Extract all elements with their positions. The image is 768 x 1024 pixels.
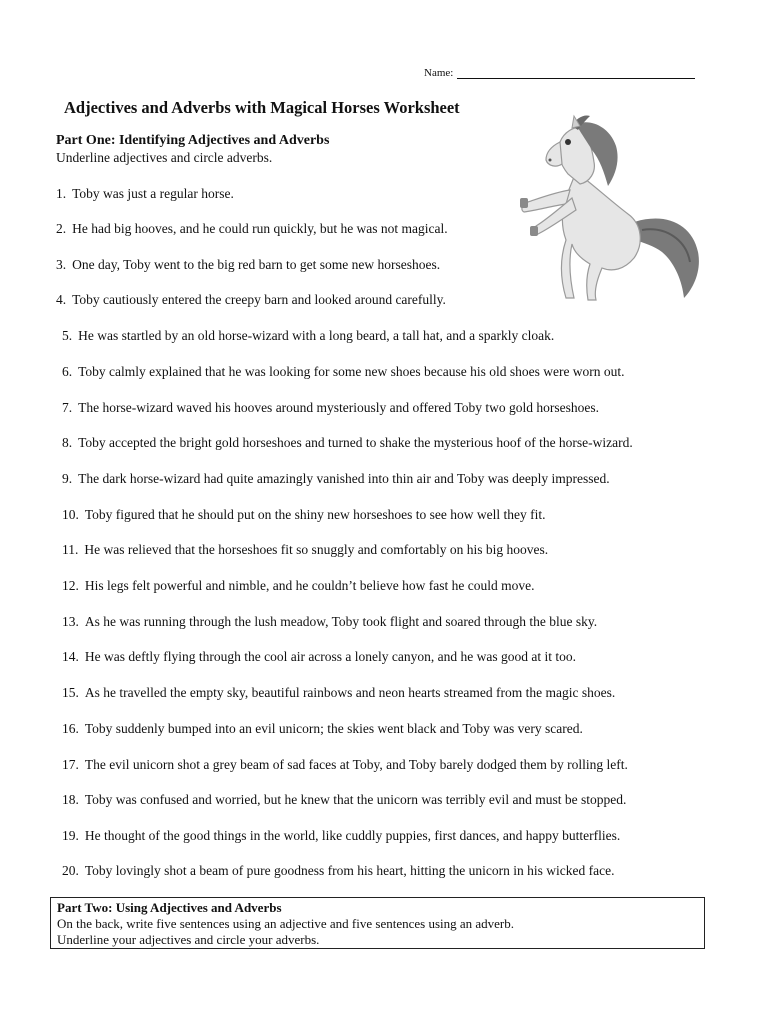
item-sentence: As he was running through the lush meadow, Toby took flight and soared through the blue sky. [84,614,598,629]
list-item [62,685,615,701]
item-sentence: Toby figured that he should put on the shiny new horseshoes to see how well they fit. [84,507,546,522]
item-sentence: As he travelled the empty sky, beautiful rainbows and neon hearts streamed from the magic shoes. [84,685,616,700]
item-number: 3. [56,257,67,272]
list-item [62,400,599,416]
name-blank-line[interactable] [457,66,695,79]
part-two-heading: Part Two: Using Adjectives and Adverbs [57,900,282,915]
part-two-instruction-1: On the back, write five sentences using an adjective and five sentences using an adverb. [57,916,514,931]
list-item [62,435,633,451]
item-sentence: He was relieved that the horseshoes fit so snuggly and comfortably on his big hooves. [84,542,549,557]
item-sentence: One day, Toby went to the big red barn to get some new horseshoes. [72,257,441,272]
list-item [62,649,576,665]
list-item [56,221,448,237]
item-sentence: Toby accepted the bright gold horseshoes and turned to shake the mysterious hoof of the horse-wizard. [78,435,633,450]
item-number: 16. [62,721,79,736]
item-sentence: Toby lovingly shot a beam of pure goodness from his heart, hitting the unicorn in his wicked face. [84,863,615,878]
part-one-instruction: Underline adjectives and circle adverbs. [56,150,273,165]
list-item [62,828,620,844]
item-number: 17. [62,757,79,772]
list-item [56,186,234,202]
item-sentence: He was deftly flying through the cool air across a lonely canyon, and he was good at it too. [84,649,576,664]
item-number: 5. [62,328,73,343]
item-number: 15. [62,685,79,700]
list-item [62,364,625,380]
item-number: 2. [56,221,67,236]
item-sentence: The dark horse-wizard had quite amazingly vanished into thin air and Toby was deeply impressed. [78,471,610,486]
list-item [62,542,548,558]
name-field[interactable] [424,66,695,79]
item-sentence: He thought of the good things in the world, like cuddly puppies, first dances, and happy butterflies. [84,828,621,843]
item-number: 20. [62,863,79,878]
item-number: 7. [62,400,73,415]
list-item [56,257,440,273]
name-label: Name: [424,67,454,79]
part-one-heading: Part One: Identifying Adjectives and Adverbs [56,133,330,148]
item-number: 12. [62,578,79,593]
item-number: 4. [56,292,67,307]
item-sentence: The evil unicorn shot a grey beam of sad faces at Toby, and Toby barely dodged them by rolling left. [84,757,628,772]
item-number: 13. [62,614,79,629]
list-item [62,721,583,737]
item-number: 9. [62,471,73,486]
item-number: 1. [56,186,67,201]
list-item [62,614,597,630]
item-sentence: Toby calmly explained that he was looking for some new shoes because his old shoes were worn out. [78,364,625,379]
item-sentence: Toby was confused and worried, but he knew that the unicorn was terribly evil and must be stopped. [84,792,627,807]
rearing-horse-illustration [516,112,702,302]
list-item [62,792,626,808]
list-item [62,471,610,487]
list-item [62,507,545,523]
list-item [62,757,628,773]
item-sentence: Toby was just a regular horse. [72,186,234,201]
item-number: 10. [62,507,79,522]
list-item [62,328,554,344]
list-item [62,578,535,594]
item-number: 19. [62,828,79,843]
item-number: 18. [62,792,79,807]
item-number: 11. [62,542,79,557]
list-item [62,863,614,879]
item-number: 6. [62,364,73,379]
part-two-box [50,897,705,949]
item-sentence: His legs felt powerful and nimble, and he couldn’t believe how fast he could move. [84,578,535,593]
item-sentence: Toby suddenly bumped into an evil unicorn; the skies went black and Toby was very scared. [84,721,583,736]
item-number: 14. [62,649,79,664]
item-number: 8. [62,435,73,450]
item-sentence: The horse-wizard waved his hooves around mysteriously and offered Toby two gold horseshoes. [78,400,599,415]
item-sentence: He had big hooves, and he could run quickly, but he was not magical. [72,221,448,236]
worksheet-title: Adjectives and Adverbs with Magical Horses Worksheet [64,98,460,117]
list-item [56,292,446,308]
part-two-instruction-2: Underline your adjectives and circle your adverbs. [57,932,320,947]
item-sentence: He was startled by an old horse-wizard with a long beard, a tall hat, and a sparkly cloak. [78,328,555,343]
item-sentence: Toby cautiously entered the creepy barn and looked around carefully. [72,292,446,307]
